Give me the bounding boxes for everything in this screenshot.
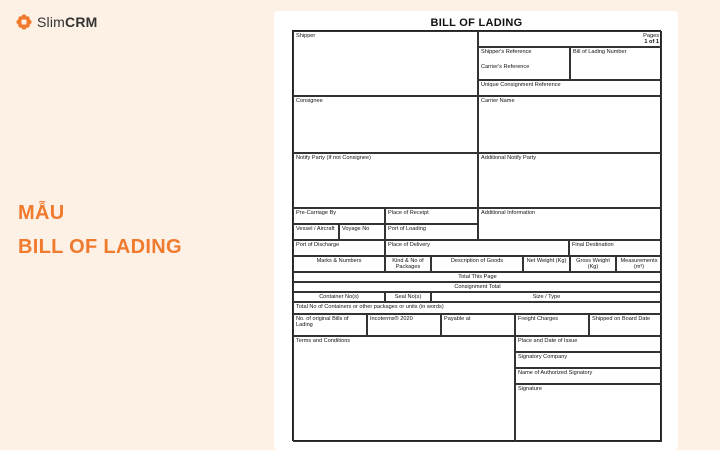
field-final-destination: Final Destination — [569, 240, 662, 256]
field-total-containers: Total No of Containers or other packages or units (in words) — [293, 302, 662, 314]
field-shipper: Shipper — [293, 31, 478, 96]
field-consignee: Consignee — [293, 96, 478, 153]
field-unique-consignment: Unique Consignment Reference — [478, 80, 662, 96]
field-place-of-delivery: Place of Delivery — [385, 240, 569, 256]
field-port-of-loading: Port of Loading — [385, 224, 478, 240]
col-net-weight: Net Weight (Kg) — [523, 256, 570, 272]
headline-line-1: MẪU — [18, 202, 65, 224]
row-total-this-page: Total This Page — [293, 272, 662, 282]
headline — [18, 196, 182, 264]
col-marks-numbers: Marks & Numbers — [293, 256, 385, 272]
col-container-no: Container No(s) — [293, 292, 385, 302]
field-shipped-on-board: Shipped on Board Date — [589, 314, 662, 336]
brand-name: SlimCRM — [37, 14, 98, 30]
col-description-goods: Description of Goods — [431, 256, 523, 272]
brand-logo[interactable] — [16, 14, 98, 30]
field-signature: Signature — [515, 384, 662, 442]
field-shippers-reference: Shipper's Reference Carrier's Reference — [478, 47, 570, 80]
field-signatory-company: Signatory Company — [515, 352, 662, 368]
field-pages: Pages 1 of 1 — [478, 31, 662, 47]
field-bill-number: Bill of Lading Number — [570, 47, 662, 80]
col-size-type: Size / Type — [431, 292, 662, 302]
field-incoterms: Incoterms® 2020 — [367, 314, 441, 336]
field-carrier-name: Carrier Name — [478, 96, 662, 153]
field-payable-at: Payable at — [441, 314, 515, 336]
field-notify-party: Notify Party (If not Consignee) — [293, 153, 478, 208]
headline-line-2: BILL OF LADING — [18, 236, 182, 258]
col-measurements: Measurements (m³) — [616, 256, 662, 272]
field-freight-charges: Freight Charges — [515, 314, 589, 336]
flower-gear-icon — [16, 14, 32, 30]
field-terms-conditions: Terms and Conditions — [293, 336, 515, 442]
col-seal-no: Seal No(s) — [385, 292, 431, 302]
col-gross-weight: Gross Weight (Kg) — [570, 256, 616, 272]
field-additional-information: Additional Information — [478, 208, 662, 240]
field-place-date-issue: Place and Date of Issue — [515, 336, 662, 352]
field-place-of-receipt: Place of Receipt — [385, 208, 478, 224]
field-voyage-no: Voyage No — [339, 224, 385, 240]
field-vessel: Vessel / Aircraft — [293, 224, 339, 240]
field-port-of-discharge: Port of Discharge — [293, 240, 385, 256]
field-authorized-signatory: Name of Authorized Signatory — [515, 368, 662, 384]
bill-of-lading-form — [292, 30, 661, 441]
document-title: BILL OF LADING — [430, 17, 523, 29]
field-original-bills: No. of original Bills of Lading — [293, 314, 367, 336]
row-consignment-total: Consignment Total — [293, 282, 662, 292]
field-pre-carriage: Pre-Carriage By — [293, 208, 385, 224]
field-additional-notify: Additional Notify Party — [478, 153, 662, 208]
col-kind-no-packages: Kind & No of Packages — [385, 256, 431, 272]
